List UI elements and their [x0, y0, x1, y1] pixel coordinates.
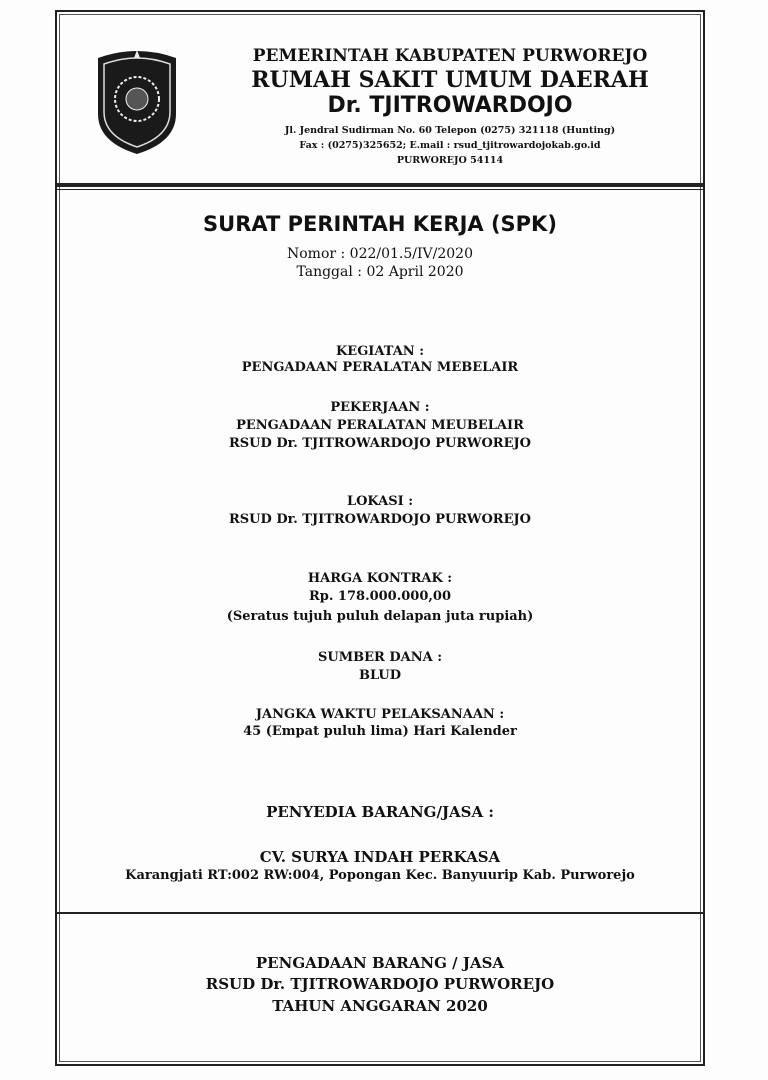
- lokasi-value: RSUD Dr. TJITROWARDOJO PURWOREJO: [228, 512, 531, 527]
- kegiatan-label: KEGIATAN :: [335, 344, 425, 359]
- hospital-doctor-name: Dr. TJITROWARDOJO: [327, 93, 573, 118]
- lokasi-label: LOKASI :: [346, 494, 414, 509]
- kegiatan-value: PENGADAAN PERALATAN MEBELAIR: [241, 360, 519, 375]
- sumber-dana-label: SUMBER DANA :: [318, 650, 442, 665]
- harga-value: Rp. 178.000.000,00: [308, 589, 452, 604]
- penyedia-name: CV. SURYA INDAH PERKASA: [259, 848, 501, 866]
- penyedia-label: PENYEDIA BARANG/JASA :: [266, 803, 494, 821]
- document-number: Nomor : 022/01.5/IV/2020: [286, 246, 473, 262]
- harga-terbilang: (Seratus tujuh puluh delapan juta rupiah): [226, 609, 534, 624]
- penyedia-address: Karangjati RT:002 RW:004, Popongan Kec. Banyuurip Kab. Purworejo: [125, 868, 635, 883]
- address-line: Jl. Jendral Sudirman No. 60 Telepon (0275) 321118 (Hunting): [284, 125, 616, 136]
- document-title: SURAT PERINTAH KERJA (SPK): [203, 212, 557, 236]
- contact-line: Fax : (0275)325652; E.mail : rsud_tjitrowardojokab.go.id: [299, 140, 601, 151]
- document-date: Tanggal : 02 April 2020: [296, 264, 464, 280]
- sumber-dana-value: BLUD: [358, 668, 402, 683]
- hospital-name: RUMAH SAKIT UMUM DAERAH: [251, 67, 649, 93]
- footer-line-3: TAHUN ANGGARAN 2020: [272, 997, 488, 1015]
- pekerjaan-value: PENGADAAN PERALATAN MEUBELAIR: [236, 418, 524, 433]
- footer-divider: [57, 912, 703, 914]
- government-name: PEMERINTAH KABUPATEN PURWOREJO: [252, 46, 648, 66]
- harga-label: HARGA KONTRAK :: [307, 571, 453, 586]
- regency-emblem-icon: [92, 44, 182, 156]
- pekerjaan-label: PEKERJAAN :: [330, 400, 430, 415]
- inner-border: [59, 14, 701, 1062]
- footer-line-2: RSUD Dr. TJITROWARDOJO PURWOREJO: [205, 975, 555, 993]
- jangka-waktu-label: JANGKA WAKTU PELAKSANAAN :: [255, 707, 505, 722]
- header-divider-thin: [57, 189, 703, 190]
- postal-line: PURWOREJO 54114: [396, 155, 504, 166]
- header-divider: [57, 183, 703, 187]
- jangka-waktu-value: 45 (Empat puluh lima) Hari Kalender: [243, 724, 517, 739]
- pekerjaan-value-2: RSUD Dr. TJITROWARDOJO PURWOREJO: [228, 436, 531, 451]
- footer-line-1: PENGADAAN BARANG / JASA: [255, 954, 505, 972]
